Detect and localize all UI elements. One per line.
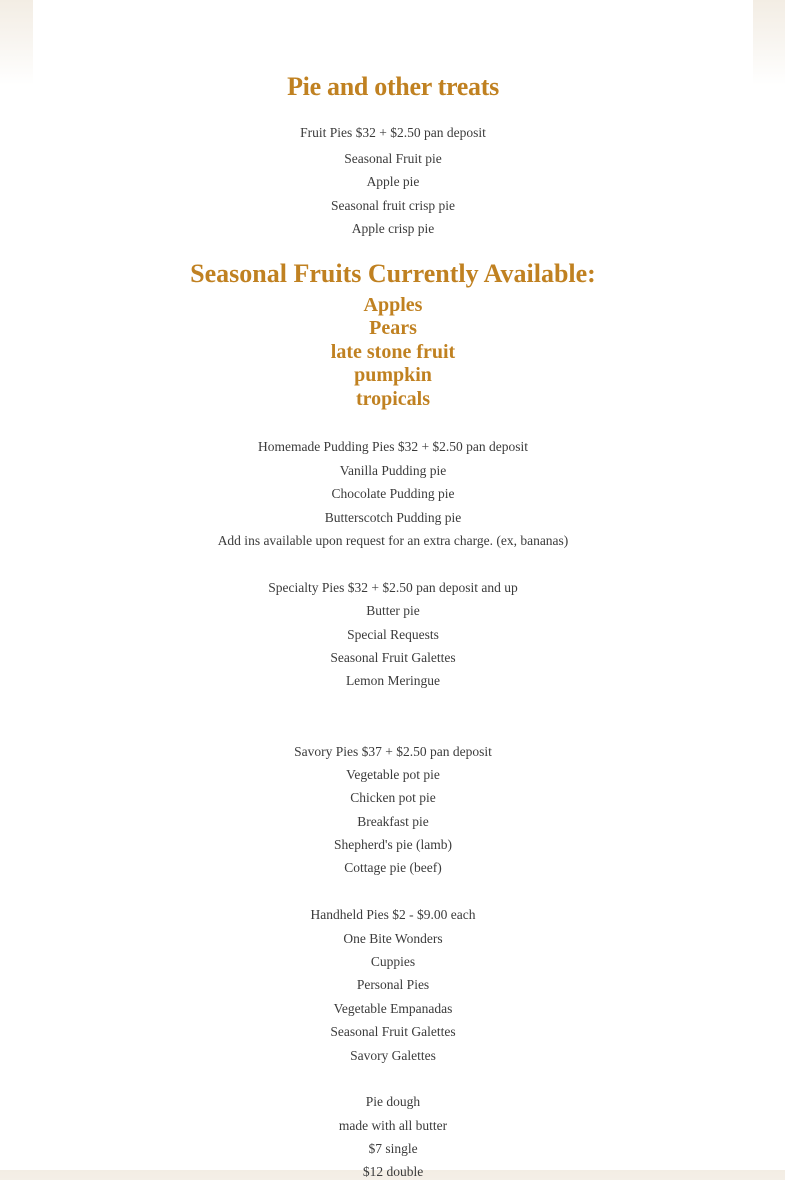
seasonal-fruits-heading: Seasonal Fruits Currently Available:: [190, 259, 596, 288]
menu-item: Vegetable Empanadas: [333, 1001, 453, 1016]
specialty-pies-heading: Specialty Pies $32 + $2.50 pan deposit and up: [268, 580, 518, 595]
menu-item: Personal Pies: [356, 977, 430, 992]
pie-dough-heading: Pie dough: [365, 1094, 421, 1109]
menu-item: Butter pie: [366, 603, 420, 618]
seasonal-fruit-item: late stone fruit: [330, 341, 456, 363]
menu-item: Special Requests: [347, 627, 439, 642]
seasonal-fruit-item: Pears: [369, 317, 417, 339]
menu-item: Cuppies: [370, 954, 416, 969]
fruit-pies-heading: Fruit Pies $32 + $2.50 pan deposit: [300, 125, 486, 140]
handheld-pies-heading: Handheld Pies $2 - $9.00 each: [310, 907, 476, 922]
menu-item: Vegetable pot pie: [346, 767, 440, 782]
menu-item: Cottage pie (beef): [344, 860, 442, 875]
savory-pies-heading: Savory Pies $37 + $2.50 pan deposit: [294, 744, 492, 759]
menu-item: Seasonal Fruit Galettes: [330, 1024, 456, 1039]
page-title: Pie and other treats: [287, 72, 499, 101]
menu-item: Seasonal Fruit pie: [344, 151, 442, 166]
menu-item: $7 single: [368, 1141, 418, 1156]
pudding-pies-heading: Homemade Pudding Pies $32 + $2.50 pan deposit: [257, 439, 529, 454]
menu-item: Apple crisp pie: [351, 221, 435, 236]
menu-item: $12 double: [362, 1164, 424, 1179]
page-content: [33, 0, 753, 1179]
menu-item: made with all butter: [338, 1118, 448, 1133]
menu-item: Butterscotch Pudding pie: [324, 510, 462, 525]
menu-item-note: Add ins available upon request for an extra charge. (ex, bananas): [217, 533, 569, 548]
seasonal-fruit-item: tropicals: [355, 388, 431, 410]
menu-item: Vanilla Pudding pie: [339, 463, 447, 478]
menu-item: Chicken pot pie: [350, 790, 436, 805]
menu-item: Chocolate Pudding pie: [331, 486, 455, 501]
menu-item: Lemon Meringue: [345, 673, 441, 688]
menu-item: Savory Galettes: [350, 1048, 436, 1063]
menu-item: Seasonal Fruit Galettes: [330, 650, 456, 665]
seasonal-fruit-item: pumpkin: [354, 364, 432, 386]
menu-item: Shepherd's pie (lamb): [334, 837, 452, 852]
menu-item: Apple pie: [366, 174, 420, 189]
menu-item: One Bite Wonders: [343, 931, 443, 946]
menu-item: Breakfast pie: [357, 814, 429, 829]
menu-item: Seasonal fruit crisp pie: [330, 198, 456, 213]
seasonal-fruit-item: Apples: [363, 294, 423, 316]
